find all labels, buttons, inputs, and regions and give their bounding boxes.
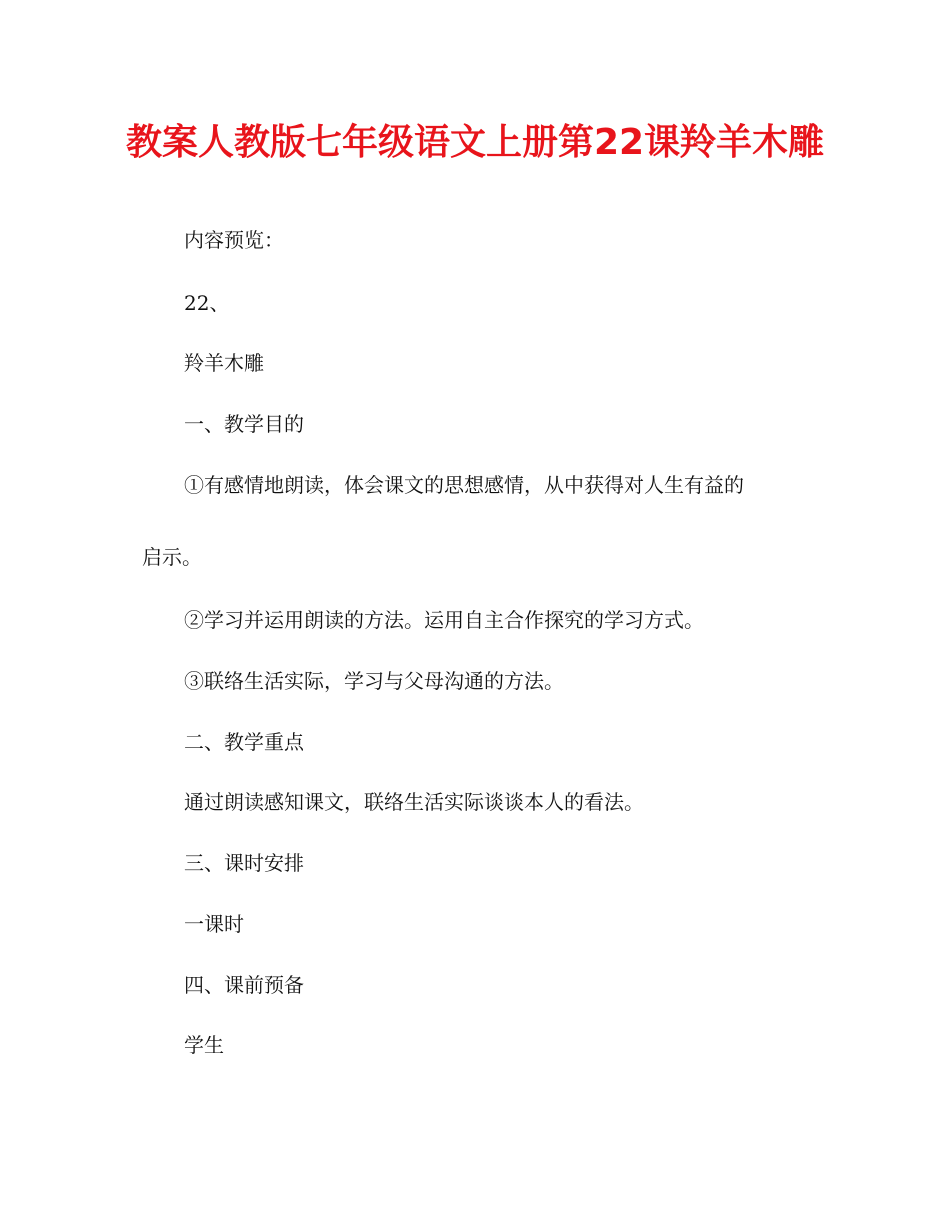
section-heading-key-points: 二、教学重点	[184, 730, 304, 754]
objective-1: ①有感情地朗读，体会课文的思想感情，从中获得对人生有益的	[184, 473, 744, 497]
objective-1-continued: 启示。	[142, 545, 202, 569]
preview-label: 内容预览：	[184, 228, 284, 252]
key-points-text: 通过朗读感知课文，联络生活实际谈谈本人的看法。	[184, 790, 644, 814]
section-heading-objectives: 一、教学目的	[184, 412, 304, 436]
preparation-text: 学生	[184, 1033, 224, 1057]
objective-3: ③联络生活实际，学习与父母沟通的方法。	[184, 669, 564, 693]
section-heading-schedule: 三、课时安排	[184, 851, 304, 875]
lesson-number: 22、	[184, 291, 230, 315]
objective-2: ②学习并运用朗读的方法。运用自主合作探究的学习方式。	[184, 608, 704, 632]
document-title: 教案人教版七年级语文上册第22课羚羊木雕	[125, 122, 825, 163]
lesson-title: 羚羊木雕	[184, 351, 264, 375]
section-heading-preparation: 四、课前预备	[184, 973, 304, 997]
schedule-text: 一课时	[184, 912, 244, 936]
